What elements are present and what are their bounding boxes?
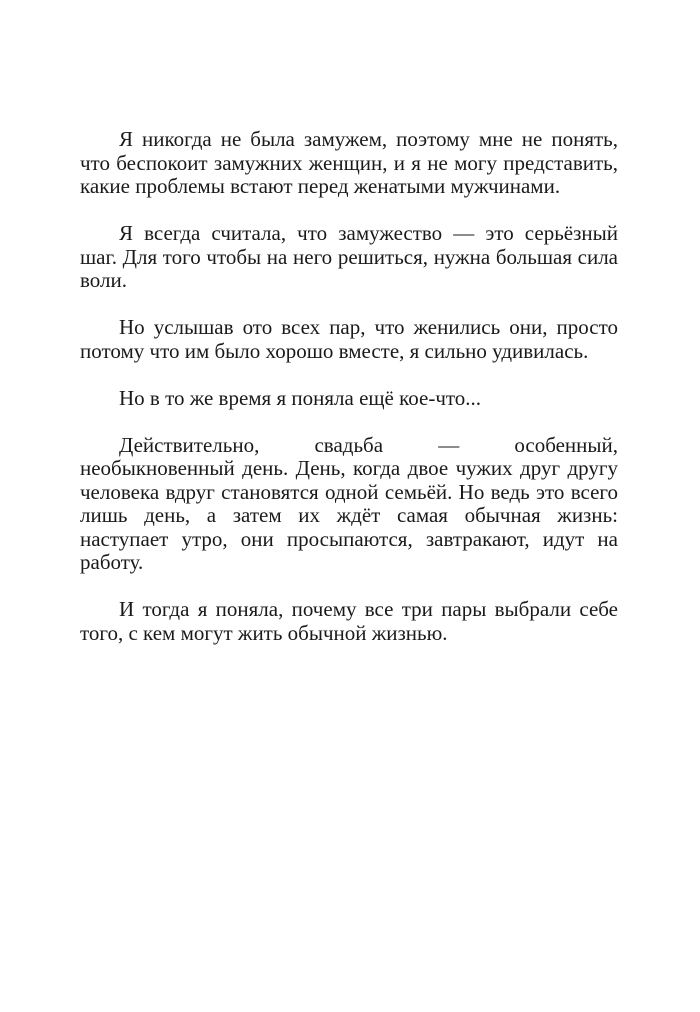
page-body-text <box>80 128 618 669</box>
paragraph-5: Действительно, свадьба — особенный, необыкновенный день. День, когда двое чужих друг другу человека вдруг становятся одной семьёй. Но ведь это всего лишь день, а затем их ждёт самая обычная жизнь: наступает утро, они просыпаются, завтракают, идут на работу. <box>80 432 618 574</box>
paragraph-6: И тогда я поняла, почему все три пары выбрали себе того, с кем могут жить обычной жизнью. <box>80 597 618 645</box>
paragraph-2: Я всегда считала, что замужество — это серьёзный шаг. Для того чтобы на него решиться, нужна большая сила воли. <box>80 221 618 292</box>
paragraph-4: Но в то же время я поняла ещё кое-что... <box>119 385 482 410</box>
paragraph-1: Я никогда не была замужем, поэтому мне не понять, что беспокоит замужних женщин, и я не могу представить, какие проблемы встают перед женатыми мужчинами. <box>80 127 618 198</box>
paragraph-3: Но услышав ото всех пар, что женились они, просто потому что им было хорошо вместе, я сильно удивилась. <box>80 315 618 363</box>
